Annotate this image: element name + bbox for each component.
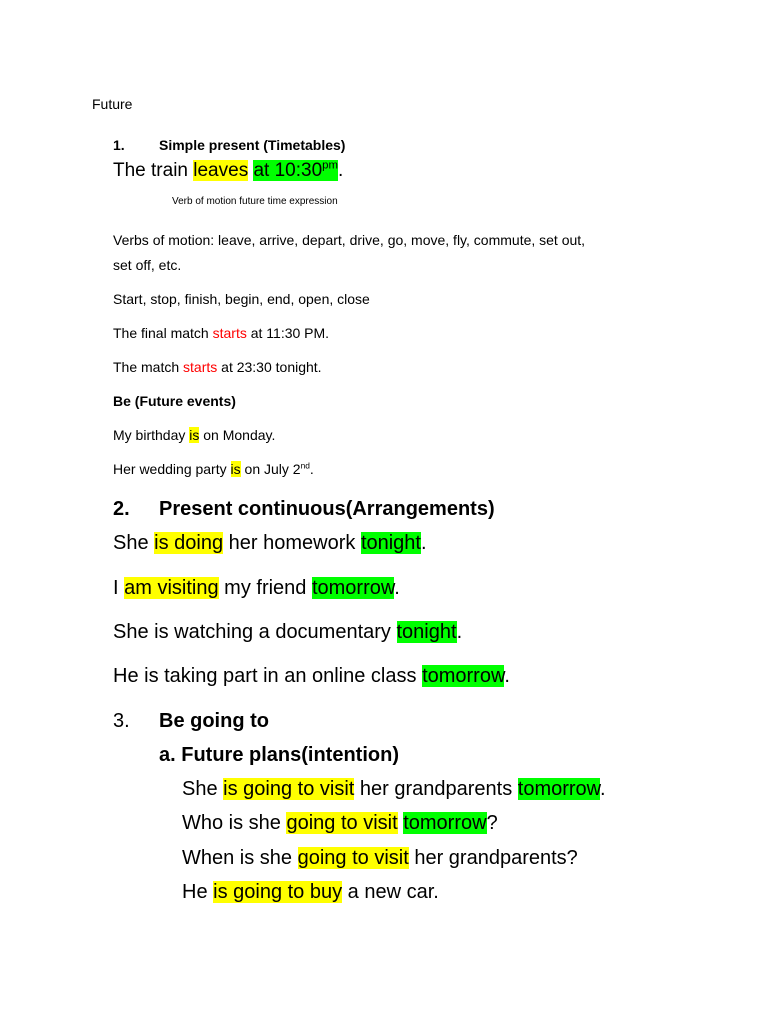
section-3-subheading: a. Future plans(intention): [159, 744, 399, 766]
highlight-time: tomorrow: [403, 812, 487, 834]
highlight-verb: leaves: [193, 160, 249, 181]
highlight-verb: am visiting: [124, 577, 219, 599]
section-2-example-3: She is watching a documentary tonight.: [113, 621, 463, 643]
section-1-example: [113, 159, 343, 183]
section-3-example-4: He is going to buy a new car.: [182, 881, 439, 903]
example-annotation: Verb of motion future time expression: [172, 196, 338, 207]
section-2-example-1: She is doing her homework tonight.: [113, 532, 427, 554]
match-example: The match starts at 23:30 tonight.: [113, 359, 322, 375]
highlight-time: tonight: [396, 621, 457, 643]
highlight-verb: is: [189, 427, 200, 443]
highlight-verb: is going to buy: [213, 881, 343, 903]
highlight-time: at $10:30^{pm}$: [253, 159, 338, 181]
start-stop-list: Start, stop, finish, begin, end, open, close: [113, 291, 370, 307]
be-future-events-heading: Be (Future events): [113, 393, 236, 409]
section-1-title: Simple present (Timetables): [159, 137, 346, 153]
page-title: Future: [92, 96, 133, 112]
highlight-time: tonight: [360, 532, 421, 554]
text: .: [337, 160, 344, 181]
section-2-example-2: I am visiting my friend tomorrow.: [113, 577, 400, 599]
section-3-number: 3.: [113, 710, 130, 732]
highlight-time: tomorrow: [422, 665, 505, 687]
final-match-example: The final match starts at 11:30 PM.: [113, 325, 330, 341]
motion-verbs-line-2: set off, etc.: [113, 257, 182, 273]
section-3-example-1: She is going to visit her grandparents tomorrow.: [182, 778, 606, 800]
section-3-example-2: Who is she going to visit tomorrow?: [182, 812, 498, 834]
text: The train: [113, 160, 194, 181]
highlight-verb: going to visit: [286, 812, 398, 834]
section-2-heading: [113, 496, 495, 522]
emphasis-verb: starts: [212, 325, 247, 341]
highlight-verb: going to visit: [297, 847, 409, 869]
motion-verbs-line-1: Verbs of motion: leave, arrive, depart, drive, go, move, fly, commute, set out,: [113, 232, 586, 248]
emphasis-verb: starts: [183, 359, 218, 375]
section-3-title: Be going to: [159, 710, 269, 732]
section-2-title: Present continuous(Arrangements): [159, 498, 495, 520]
section-3-example-3: When is she going to visit her grandparents?: [182, 847, 578, 869]
wedding-example: Her wedding party is on July 2nd.: [113, 460, 314, 477]
section-1-number: 1.: [113, 137, 125, 153]
birthday-example: My birthday is on Monday.: [113, 427, 276, 443]
section-3-heading: [113, 708, 269, 734]
section-2-example-4: He is taking part in an online class tomorrow.: [113, 665, 510, 687]
section-1-heading: [113, 136, 345, 154]
highlight-verb: is doing: [154, 532, 224, 554]
section-2-number: 2.: [113, 498, 130, 520]
highlight-time: tomorrow: [517, 778, 601, 800]
highlight-verb: is going to visit: [223, 778, 355, 800]
highlight-verb: is: [230, 461, 241, 477]
highlight-time: tomorrow: [311, 577, 395, 599]
